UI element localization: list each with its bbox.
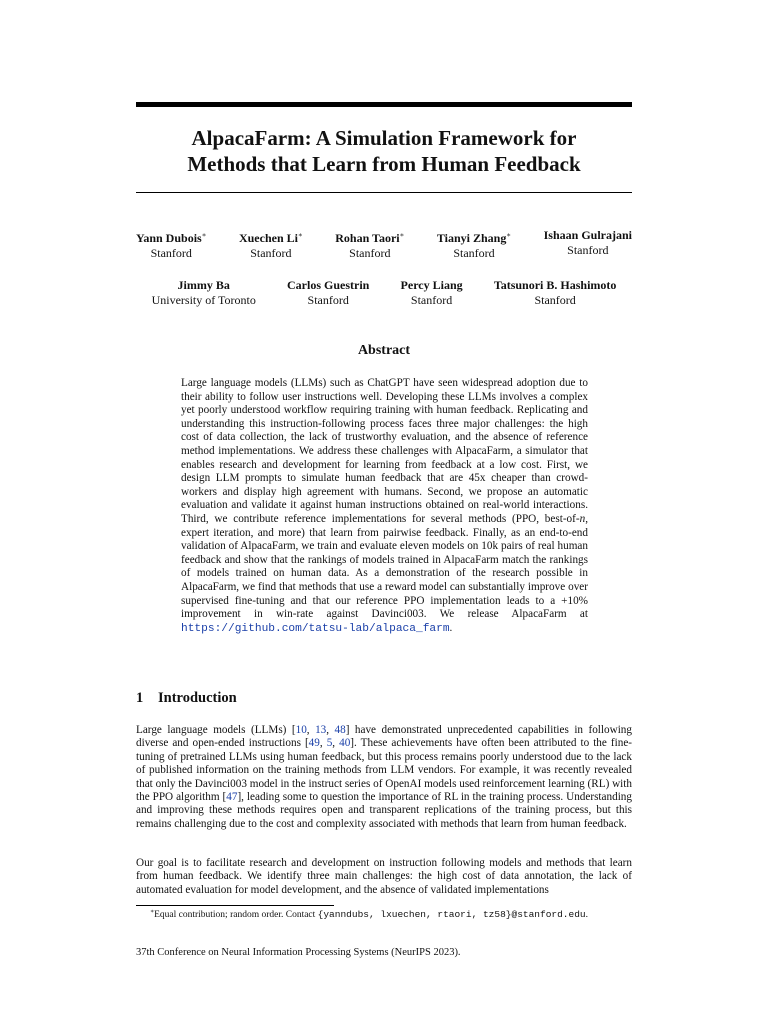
abstract-heading: Abstract xyxy=(357,343,411,358)
equal-contribution-mark: ∗ xyxy=(297,231,303,239)
author xyxy=(136,228,206,261)
abstract-italic-n: n xyxy=(579,512,586,525)
footnote-mark: ∗ xyxy=(150,909,155,915)
footnote-rule xyxy=(136,905,334,906)
citation-link[interactable]: 47 xyxy=(226,791,238,804)
author xyxy=(239,228,303,261)
text-run: ] have demonstrated unprecedented capabilities in following diverse and open-ended instructions [ xyxy=(136,724,632,750)
author-affiliation: Stanford xyxy=(150,246,192,260)
author-affiliation: Stanford xyxy=(250,246,292,260)
text-run: Large language models (LLMs) [ xyxy=(136,724,296,736)
equal-contribution-mark: ∗ xyxy=(399,231,405,239)
text-run: , xyxy=(306,724,316,736)
author xyxy=(494,278,617,308)
abstract-text xyxy=(181,377,588,636)
text-run: , xyxy=(326,724,335,736)
author-affiliation: Stanford xyxy=(534,293,576,307)
author-name: Yann Dubois xyxy=(136,231,202,245)
contact-emails: {yanndubs, lxuechen, rtaori, tz58}@stanford.edu xyxy=(317,909,586,921)
equal-contribution-mark: ∗ xyxy=(201,231,207,239)
author-affiliation: Stanford xyxy=(410,293,453,307)
citation-link[interactable]: 5 xyxy=(326,737,333,750)
citation-link[interactable]: 10 xyxy=(295,724,307,736)
intro-paragraph-2: Our goal is to facilitate research and development on instruction following models and methods that learn from human feedback. We identify three main challenges: the high cost of data annotation, the lack of automated evaluation for model development, and the absence of validated implementations xyxy=(136,857,632,896)
author-name: Tatsunori B. Hashimoto xyxy=(493,278,617,292)
author xyxy=(152,278,256,308)
author xyxy=(544,228,632,261)
equal-contribution-mark: ∗ xyxy=(506,231,512,239)
abstract-body-1: Large language models (LLMs) such as ChatGPT have seen widespread adoption due to their ability to follow user instructions well. Developing these LLMs involves a complex yet poorly understood workflow requiring training with human feedback. Replicating and understanding this instruction-following process faces three major challenges: the high cost of data collection, the lack of trustworthy evaluation, and the absence of reference method implementations. We address these challenges with AlpacaFarm, a simulator that enables research and development for learning from feedback at a low cost. First, we design LLM prompts to simulate human feedback that are 45x cheaper than crowd-workers and display high agreement with humans. Second, we propose an automatic evaluation and validate it against human instructions obtained on real-world interactions. Third, we contribute reference implementations for several methods (PPO, best-of- xyxy=(181,377,588,525)
author-name: Percy Liang xyxy=(400,278,463,292)
author xyxy=(437,228,511,261)
author-affiliation: Stanford xyxy=(349,246,391,260)
text-run: ]. These achievements have often been attributed to the fine-tuning of pretrained LLMs using human feedback, but this process remains poorly understood due to the lack of published information on the training methods from LLM vendors. For example, it was recently revealed that only the Davinci003 model in the instruct series of OpenAI models used reinforcement learning (RL) with the PPO algorithm [ xyxy=(136,737,633,804)
footnote-text: Equal contribution; random order. Contact xyxy=(154,910,318,921)
citation-link[interactable]: 49 xyxy=(308,737,320,750)
citation-link[interactable]: 13 xyxy=(315,724,327,736)
author-affiliation: Stanford xyxy=(567,243,609,257)
paper-title xyxy=(136,125,632,177)
top-rule xyxy=(136,102,632,107)
section-heading-introduction xyxy=(136,690,237,707)
abstract-end: . xyxy=(449,621,453,634)
section-title: Introduction xyxy=(158,690,237,706)
title-line-1: AlpacaFarm: A Simulation Framework for xyxy=(191,126,577,150)
abstract-body-2: , expert iteration, and more) that learn from pairwise feedback. Finally, as an end-to-end validation of AlpacaFarm, we train and evaluate eleven models on 10k pairs of real human feedback and show that the rankings of models trained in AlpacaFarm match the rankings of models trained on human data. As a demonstration of the research possible in AlpacaFarm, we find that methods that use a reward model can substantially improve over supervised fine-tuning and that our reference PPO implementation leads to a +10% improvement in win-rate against Davinci003. We release AlpacaFarm at xyxy=(181,512,588,621)
citation-link[interactable]: 40 xyxy=(339,737,351,750)
intro-paragraph-1 xyxy=(136,724,632,831)
author-affiliation: Stanford xyxy=(307,293,349,307)
author-row-2 xyxy=(136,278,632,308)
author-name: Rohan Taori xyxy=(335,231,400,245)
text-run: , xyxy=(319,737,327,750)
author-affiliation: University of Toronto xyxy=(151,293,256,307)
author-name: Jimmy Ba xyxy=(177,278,230,292)
author xyxy=(287,278,369,308)
author xyxy=(335,228,404,261)
author-name: Xuechen Li xyxy=(238,231,298,245)
citation-link[interactable]: 48 xyxy=(334,724,346,736)
author-name: Ishaan Gulrajani xyxy=(543,228,632,242)
author xyxy=(401,278,463,308)
conference-note: 37th Conference on Neural Information Processing Systems (NeurIPS 2023). xyxy=(136,947,461,958)
author-row-1 xyxy=(136,228,632,261)
text-run: ], leading some to question the importance of RL in the training process. Understanding and improving these methods requires open and transparent replications of the training process, but this remains challenging due to the cost and complexity associated with methods that learn from human feedback. xyxy=(136,791,632,830)
title-line-2: Methods that Learn from Human Feedback xyxy=(187,152,581,176)
author-name: Tianyi Zhang xyxy=(436,231,507,245)
github-link[interactable]: https://github.com/tatsu-lab/alpaca_farm xyxy=(181,622,450,635)
author-name: Carlos Guestrin xyxy=(287,278,370,292)
text-run: , xyxy=(332,737,340,750)
footnote-end: . xyxy=(585,910,588,921)
title-rule xyxy=(136,192,632,193)
footnote xyxy=(150,908,588,920)
author-affiliation: Stanford xyxy=(453,246,495,260)
section-number: 1 xyxy=(136,690,144,706)
